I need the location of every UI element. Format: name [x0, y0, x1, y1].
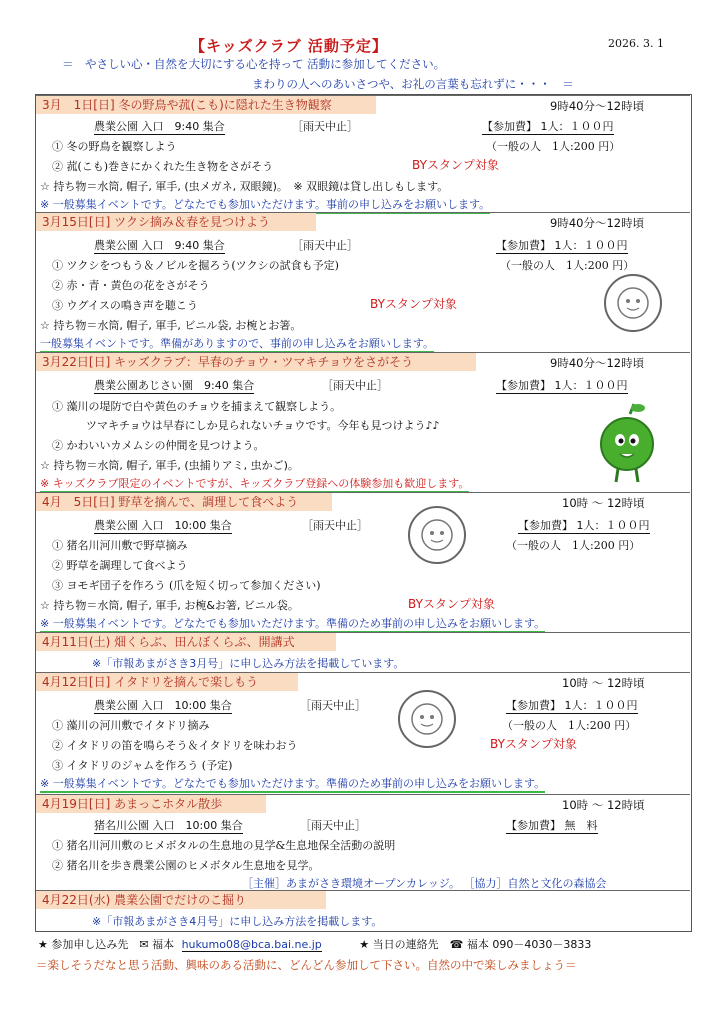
event-note: ※ 一般募集イベントです。どなたでも参加いただけます。準備のため事前の申し込みをお願いします。: [40, 775, 545, 793]
event-item-2: ② 菰(こも)巻きにかくれた生き物をさがそう: [52, 160, 274, 173]
stamp-face-icon: [606, 276, 660, 330]
event-place: 猪名川公園 入口 10:00 集合: [94, 819, 243, 832]
event-mar-01: [36, 95, 690, 213]
event-fee: 【参加費】 1人：１００円: [496, 379, 628, 392]
event-item-1: ① 猪名川河川敷で野草摘み: [52, 539, 188, 552]
event-time: 10時 ～ 12時頃: [562, 676, 645, 690]
event-apr-19: [36, 794, 690, 891]
event-rain: ［雨天中止］: [292, 239, 358, 252]
intro-line-2: まわりの人へのあいさつや、お礼の言葉も忘れずに・・・ ＝: [252, 77, 574, 91]
event-item-3: ③ ウグイスの鳴き声を聴こう: [52, 299, 198, 312]
email-link[interactable]: hukumo08@bca.bai.ne.jp: [181, 938, 322, 951]
mascot-icon: [596, 400, 658, 486]
event-note: ※「市報あまがさき3月号」に申し込み方法を掲載しています。: [92, 657, 405, 670]
event-item-1: ① 藻川の堤防で白や黄色のチョウを捕まえて観察しよう。: [52, 400, 342, 413]
event-item-2: ② 赤・青・黄色の花をさがそう: [52, 279, 210, 292]
event-rain: ［雨天中止］: [302, 519, 368, 532]
event-organizer: ［主催］あまがさき環境オープンカレッジ。 ［協力］自然と文化の森協会: [242, 877, 607, 890]
event-mar-15: [36, 212, 690, 353]
event-item-1: ① 冬の野鳥を観察しよう: [52, 140, 177, 153]
event-time: 10時 ～ 12時頃: [562, 798, 645, 812]
event-item-1-detail: ツマキチョウは早春にしか見られないチョウです。今年も見つけよう♪♪: [86, 419, 440, 432]
event-item-3: ③ ヨモギ団子を作ろう (爪を短く切って参加ください): [52, 579, 321, 592]
event-place: 農業公園 入口 10:00 集合: [94, 699, 232, 712]
event-note: ※ 一般募集イベントです。どなたでも参加いただけます。準備のため事前の申し込みをお願いします。: [40, 615, 545, 633]
event-fee-general: （一般の人 1人:200 円）: [506, 539, 641, 552]
event-note: ※ 一般募集イベントです。どなたでも参加いただけます。事前の申し込みをお願いします。: [40, 196, 490, 214]
event-place: 農業公園 入口 9:40 集合: [94, 239, 225, 252]
by-stamp-icon: [408, 506, 466, 564]
event-bring: ☆ 持ち物＝水筒, 帽子, 軍手, (虫捕りアミ, 虫かご)。: [40, 459, 299, 472]
event-bring: ☆ 持ち物＝水筒, 帽子, 軍手, お椀&お箸, ビニル袋。: [40, 599, 299, 612]
event-title: 4月19日[日] あまっこホタル散歩: [36, 795, 266, 813]
issue-date: 2026. 3. 1: [608, 37, 664, 50]
event-rain: ［雨天中止］: [322, 379, 388, 392]
event-title: 4月11日(土) 畑くらぶ、田んぼくらぶ、開講式: [36, 633, 336, 651]
event-place: 農業公園 入口 10:00 集合: [94, 519, 232, 532]
day-contact: ★ 当日の連絡先 ☎ 福本 090－4030－3833: [359, 938, 592, 951]
event-time: 10時 ～ 12時頃: [562, 496, 645, 510]
event-item-1: ① 猪名川河川敷のヒメボタルの生息地の見学&生息地保全活動の説明: [52, 839, 396, 852]
stamp-face-icon: [410, 508, 464, 562]
event-time: 9時40分～12時頃: [550, 356, 645, 370]
event-apr-11: [36, 632, 690, 673]
event-bring: ☆ 持ち物＝水筒, 帽子, 軍手, ビニル袋, お椀とお箸。: [40, 319, 302, 332]
apply-label: ★ 参加申し込み先 ✉ 福本: [38, 938, 175, 951]
by-stamp-label: BYスタンプ対象: [408, 597, 495, 611]
stamp-face-icon: [400, 692, 454, 746]
event-apr-05: [36, 492, 690, 633]
event-place: 農業公園あじさい園 9:40 集合: [94, 379, 255, 392]
event-title: 3月15日[日] ツクシ摘み＆春を見つけよう: [36, 213, 316, 231]
event-note: ※ キッズクラブ限定のイベントですが、キッズクラブ登録への体験参加も歓迎します。: [40, 475, 469, 493]
event-fee-general: （一般の人 1人:200 円）: [502, 719, 637, 732]
by-stamp-icon: [604, 274, 662, 332]
event-place: 農業公園 入口 9:40 集合: [94, 120, 225, 133]
footer-contact: [38, 936, 591, 952]
event-fee: 【参加費】 1人：１００円: [506, 699, 638, 712]
by-stamp-label: BYスタンプ対象: [370, 297, 457, 311]
event-item-2: ② 猪名川を歩き農業公園のヒメボタル生息地を見学。: [52, 859, 320, 872]
event-bring: ☆ 持ち物＝水筒, 帽子, 軍手, (虫メガネ, 双眼鏡)。 ※ 双眼鏡は貸し出しもします。: [40, 180, 449, 193]
intro-line-1: ＝ やさしい心・自然を大切にする心を持って 活動に参加してください。: [62, 57, 446, 71]
event-apr-22: [36, 890, 690, 931]
by-stamp-label: BYスタンプ対象: [490, 737, 577, 751]
event-fee: 【参加費】 1人：１００円: [518, 519, 650, 532]
page-title: 【キッズクラブ 活動予定】: [190, 37, 388, 55]
event-title: 4月12日[日] イタドリを摘んで楽しもう: [36, 673, 298, 691]
event-rain: ［雨天中止］: [292, 120, 358, 133]
event-title: 4月22日(水) 農業公園でだけのこ掘り: [36, 891, 326, 909]
event-item-3: ③ イタドリのジャムを作ろう (予定): [52, 759, 233, 772]
by-stamp-label: BYスタンプ対象: [412, 158, 499, 172]
event-item-1: ① ツクシをつもう＆ノビルを掘ろう(ツクシの試食も予定): [52, 259, 339, 272]
event-time: 9時40分～12時頃: [550, 99, 645, 113]
event-title: 3月22日[日] キッズクラブ：早春のチョウ・ツマキチョウをさがそう: [36, 353, 476, 371]
event-item-2: ② 野草を調理して食べよう: [52, 559, 188, 572]
event-note: ※「市報あまがさき4月号」に申し込み方法を掲載します。: [92, 915, 383, 928]
footer-slogan: ＝楽しそうだなと思う活動、興味のある活動に、どんどん参加して下さい。自然の中で楽しみましょう＝: [36, 958, 577, 972]
event-item-2: ② イタドリの笛を鳴らそう＆イタドリを味わおう: [52, 739, 298, 752]
event-apr-12: [36, 672, 690, 795]
event-rain: ［雨天中止］: [300, 819, 366, 832]
event-item-2: ② かわいいカメムシの仲間を見つけよう。: [52, 439, 265, 452]
event-item-1: ① 藻川の河川敷でイタドリ摘み: [52, 719, 210, 732]
event-title: 4月 5日[日] 野草を摘んで、調理して食べよう: [36, 493, 332, 511]
event-fee: 【参加費】 無 料: [506, 819, 598, 832]
event-fee: 【参加費】 1人：１００円: [496, 239, 628, 252]
event-note: 一般募集イベントです。準備がありますので、事前の申し込みをお願いします。: [40, 335, 434, 353]
event-mar-22: [36, 352, 690, 493]
event-rain: ［雨天中止］: [300, 699, 366, 712]
event-fee-general: （一般の人 1人:200 円）: [486, 140, 621, 153]
by-stamp-icon: [398, 690, 456, 748]
event-time: 9時40分～12時頃: [550, 216, 645, 230]
event-fee-general: （一般の人 1人:200 円）: [500, 259, 635, 272]
event-fee: 【参加費】 1人：１００円: [482, 120, 614, 133]
event-title: 3月 1日[日] 冬の野鳥や菰(こも)に隠れた生き物観察: [36, 96, 376, 114]
